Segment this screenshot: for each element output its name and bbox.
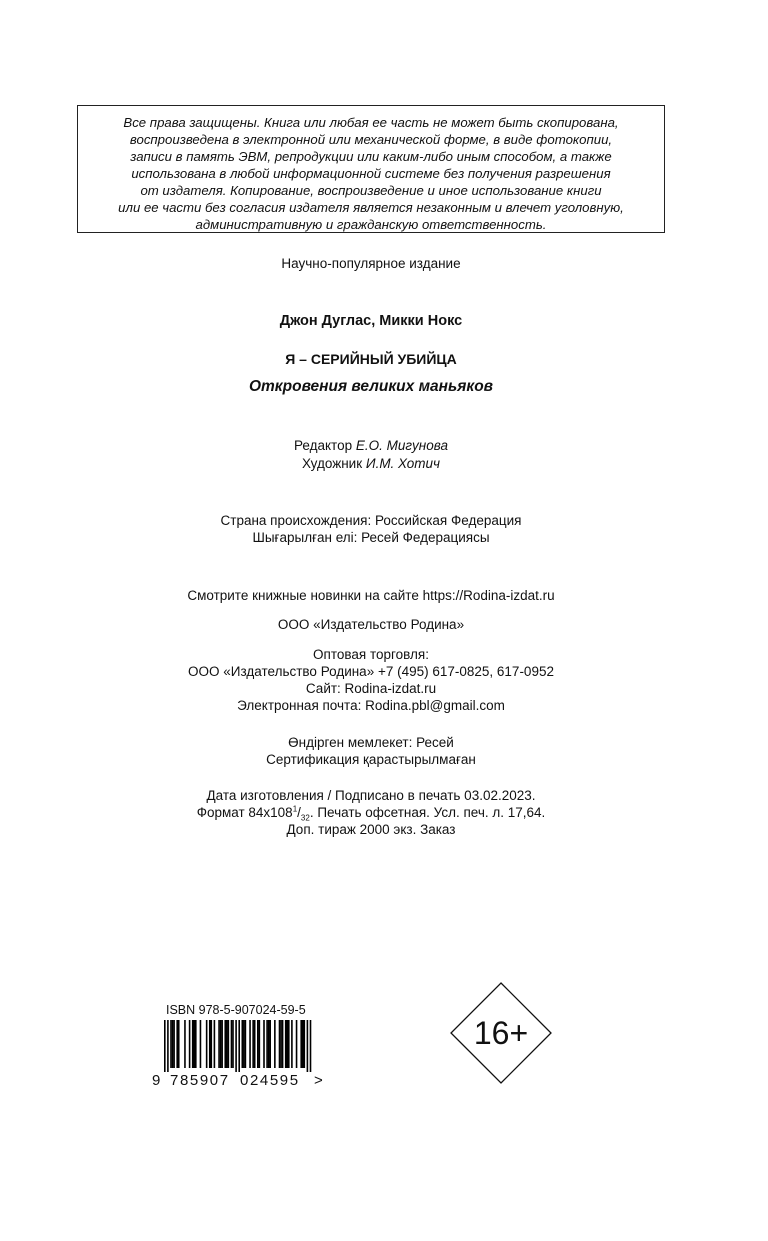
format-numerator: 1 <box>292 804 298 814</box>
barcode-marker: > <box>314 1072 325 1089</box>
barcode-group-2: 024595 <box>240 1072 300 1089</box>
origin-kz: Шығарылған елі: Ресей Федерациясы <box>252 530 490 545</box>
barcode-bar <box>259 1020 261 1068</box>
kz-certification: Сертификация қарастырылмаған <box>266 752 476 767</box>
barcode-bar <box>231 1020 233 1068</box>
barcode-bar <box>220 1020 222 1068</box>
wholesale-phone: ООО «Издательство Родина» +7 (495) 617-0825, 617-0952 <box>188 664 554 679</box>
barcode-bar <box>211 1020 213 1068</box>
publisher-name: ООО «Издательство Родина» <box>277 617 465 632</box>
barcode-bar <box>310 1020 312 1072</box>
copyright-line: использована в любой информационной системе без получения разрешения <box>131 166 611 181</box>
barcode-group-1: 785907 <box>170 1072 230 1089</box>
barcode-bar <box>269 1020 271 1068</box>
barcode-bar <box>257 1020 259 1068</box>
barcode-bar <box>279 1020 281 1068</box>
format-suffix: . Печать офсетная. Усл. печ. л. 17,64. <box>309 805 546 820</box>
barcode-bar <box>245 1020 247 1068</box>
barcode-bar <box>224 1020 226 1068</box>
barcode-bar <box>304 1020 306 1068</box>
edition-type: Научно-популярное издание <box>281 256 461 271</box>
barcode-bar <box>218 1020 220 1068</box>
barcode-bar <box>238 1020 240 1072</box>
barcode-bar <box>268 1020 270 1068</box>
copyright-line: административную и гражданскую ответственность. <box>195 217 547 232</box>
format-denominator: 32 <box>300 813 310 823</box>
barcode-bar <box>195 1020 197 1068</box>
barcode-bar <box>288 1020 290 1068</box>
barcode-bar <box>184 1020 186 1068</box>
kz-country: Өндірген мемлекет: Ресей <box>288 735 454 750</box>
barcode-bar <box>178 1020 180 1068</box>
barcode-bar <box>282 1020 284 1068</box>
barcode-bar <box>235 1020 237 1072</box>
barcode-bar <box>232 1020 234 1068</box>
print-date: Дата изготовления / Подписано в печать 03.02.2023. <box>206 788 536 803</box>
print-run: Доп. тираж 2000 экз. Заказ <box>286 822 456 837</box>
barcode-bar <box>164 1020 166 1072</box>
artist-label: Художник <box>301 456 363 471</box>
copyright-notice-text <box>88 114 654 233</box>
book-subtitle: Откровения великих маньяков <box>248 378 494 395</box>
format-prefix: Формат 84х108 <box>196 805 293 820</box>
editor-label: Редактор <box>293 438 353 453</box>
barcode-bar <box>209 1020 211 1068</box>
artist-credit <box>0 456 742 471</box>
barcode-bar <box>214 1020 216 1068</box>
barcode-bar <box>192 1020 194 1068</box>
wholesale-email: Электронная почта: Rodina.pbl@gmail.com <box>237 698 505 713</box>
authors: Джон Дуглас, Микки Нокс <box>279 313 463 329</box>
barcode-bar <box>173 1020 175 1068</box>
barcode-bar <box>266 1020 268 1068</box>
barcode-bar <box>286 1020 288 1068</box>
barcode-bar <box>189 1020 191 1068</box>
barcode-bar <box>200 1020 202 1068</box>
book-title: Я – СЕРИЙНЫЙ УБИЙЦА <box>285 351 457 367</box>
wholesale-heading: Оптовая торговля: <box>313 647 429 662</box>
copyright-line: воспроизведена в электронной или механической форме, в виде фотокопии, <box>129 132 613 147</box>
barcode-bar <box>252 1020 254 1068</box>
editor-credit <box>0 438 742 453</box>
barcode-bar <box>254 1020 256 1068</box>
isbn-barcode <box>164 1020 324 1072</box>
barcode-bar <box>291 1020 293 1068</box>
barcode-bar <box>176 1020 178 1068</box>
barcode-bar <box>280 1020 282 1068</box>
barcode-bar <box>296 1020 298 1068</box>
print-format: Формат $84х108^1/_{32}$. Печать офсетная. Усл. печ. л. 17,64. <box>196 804 546 823</box>
barcode-bar <box>228 1020 230 1068</box>
age-rating-label: 16+ <box>473 1015 529 1051</box>
copyright-line: Все права защищены. Книга или любая ее часть не может быть скопирована, <box>123 115 619 130</box>
barcode-bar <box>285 1020 287 1068</box>
barcode-bar <box>274 1020 276 1068</box>
copyright-line: или ее части без согласия издателя является незаконным и влечет уголовную, <box>118 200 624 215</box>
barcode-bar <box>167 1020 169 1072</box>
barcode-lead-digit: 9 <box>152 1072 162 1089</box>
copyright-line: записи в память ЭВМ, репродукции или каким-либо иным способом, а также <box>130 149 612 164</box>
barcode-bar <box>249 1020 251 1068</box>
copyright-line: от издателя. Копирование, воспроизведение и иное использование книги <box>140 183 602 198</box>
barcode-bar <box>263 1020 265 1068</box>
editor-name: Е.О. Мигунова <box>355 438 448 453</box>
barcode-bar <box>226 1020 228 1068</box>
wholesale-site: Сайт: Rodina-izdat.ru <box>305 681 437 696</box>
isbn-label: ISBN 978-5-907024-59-5 <box>166 1003 306 1017</box>
barcode-bar <box>300 1020 302 1068</box>
barcode-bar <box>242 1020 244 1068</box>
barcode-bar <box>170 1020 172 1068</box>
barcode-bar <box>172 1020 174 1068</box>
barcode-bar <box>221 1020 223 1068</box>
website-note: Смотрите книжные новинки на сайте https://Rodina-izdat.ru <box>187 588 555 603</box>
barcode-bar <box>243 1020 245 1068</box>
artist-name: И.М. Хотич <box>365 456 441 471</box>
origin-ru: Страна происхождения: Российская Федерация <box>220 513 522 528</box>
copyright-notice-box <box>77 105 665 233</box>
barcode-bar <box>302 1020 304 1068</box>
barcode-bar <box>206 1020 208 1068</box>
barcode-bar <box>307 1020 309 1072</box>
barcode-bar <box>193 1020 195 1068</box>
